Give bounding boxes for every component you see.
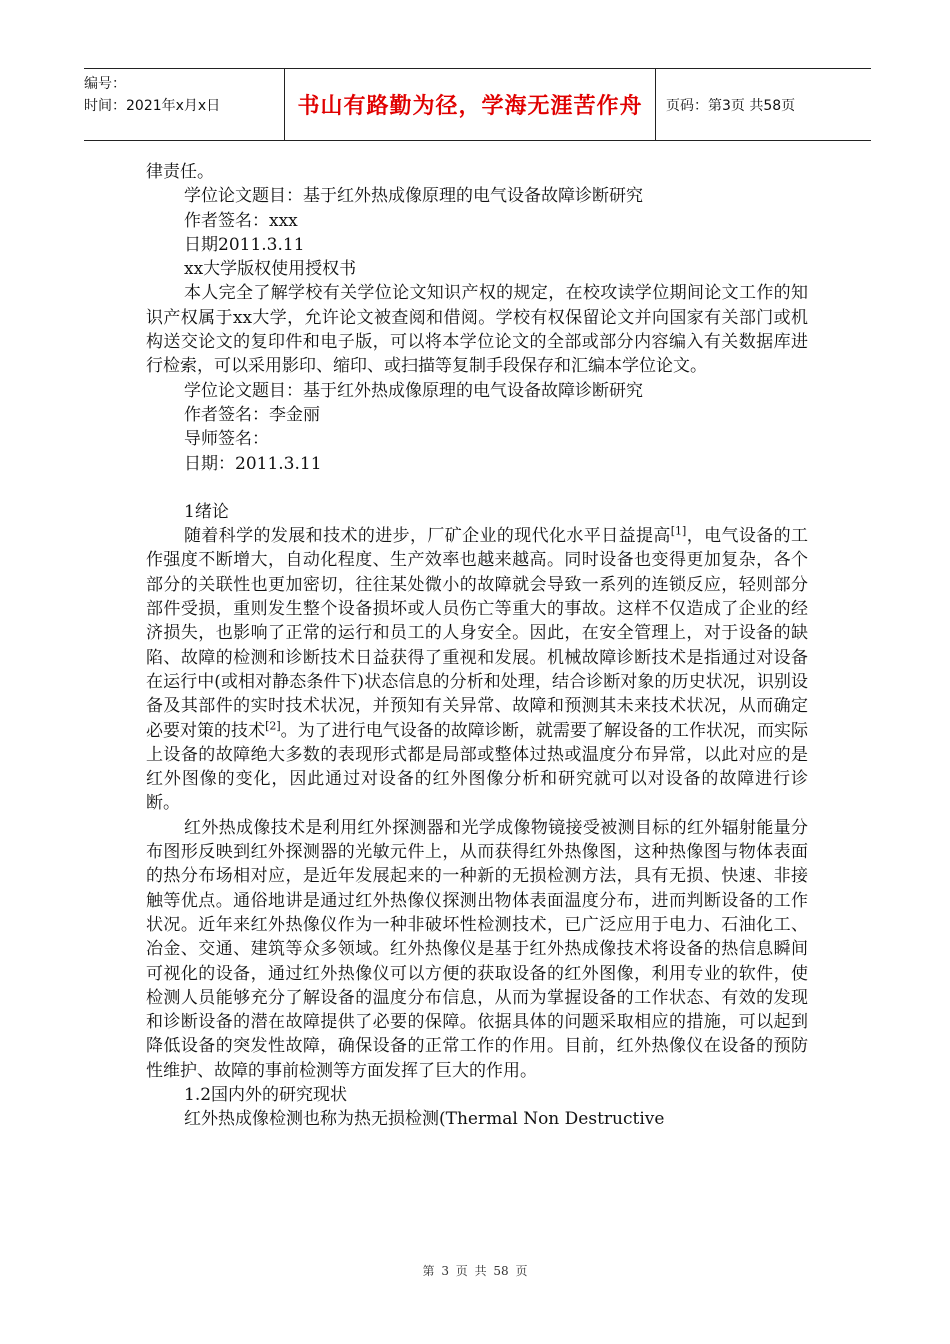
document-number-label: 编号： <box>84 76 126 92</box>
header-page-number: 页码：第3页 共58页 <box>666 97 796 114</box>
body-paragraph <box>146 524 808 816</box>
section-heading: 1绪论 <box>184 501 229 522</box>
citation-ref: [1] <box>670 524 687 538</box>
authorization-title: xx大学版权使用授权书 <box>184 259 357 280</box>
body-paragraph: 红外热成像技术是利用红外探测器和光学成像物镜接受被测目标的红外辐射能量分布图形反映到红外探测器的光敏元件上，从而获得红外热像图，这种热像图与物体表面的热分布场相对应，是近年发展起来的一种新的无损检测方法，具有无损、快速、非接触等优点。通俗地讲是通过红外热像仪探测出物体表面温度分布，进而判断设备的工作状况。近年来红外热像仪作为一种非破坏性检测技术，已广泛应用于电力、石油化工、冶金、交通、建筑等众多领域。红外热像仪是基于红外热成像技术将设备的热信息瞬间可视化的设备，通过红外热像仪可以方便的获取设备的红外图像，利用专业的软件，使检测人员能够充分了解设备的温度分布信息，从而为掌握设备的工作状态、有效的发现和诊断设备的潜在故障提供了必要的保障。依据具体的问题采取相应的措施，可以起到降低设备的突发性故障，确保设备的正常工作的作用。目前，红外热像仪在设备的预防性维护、故障的事前检测等方面发挥了巨大的作用。 <box>146 817 808 1081</box>
paragraph: 律责任。 <box>146 162 214 182</box>
authorization-paragraph: 本人完全了解学校有关学位论文知识产权的规定，在校攻读学位期间论文工作的知识产权属于xx大学，允许论文被查阅和借阅。学校有权保留论文并向国家有关部门或机构送交论文的复印件和电子版，可以将本学位论文的全部或部分内容编入有关数据库进行检索，可以采用影印、缩印、或扫描等复制手段保存和汇编本学位论文。 <box>146 283 808 377</box>
paragraph-text: ，电气设备的工作强度不断增大，自动化程度、生产效率也越来越高。同时设备也变得更加复杂，各个部分的关联性也更加密切，往往某处微小的故障就会导致一系列的连锁反应，轻则部分部件受损，重则发生整个设备损坏或人员伤亡等重大的事故。这样不仅造成了企业的经济损失，也影响了正常的运行和员工的人身安全。因此，在安全管理上，对于设备的缺陷、故障的检测和诊断技术日益获得了重视和发展。机械故障诊断技术是指通过对设备在运行中(或相对静态条件下)状态信息的分析和处理，结合诊断对象的历史状况，识别设备及其部件的实时技术状况，并预知有关异常、故障和预测其未来技术状况，从而确定必要对策的技术 <box>146 526 809 741</box>
author-signature-line: 作者签名：xxx <box>184 210 298 231</box>
citation-ref: [2] <box>265 718 281 732</box>
document-body <box>146 160 808 1132</box>
author-signature-line: 作者签名：李金丽 <box>184 404 320 425</box>
thesis-title-line: 学位论文题目：基于红外热成像原理的电气设备故障诊断研究 <box>184 186 643 207</box>
header-motto: 书山有路勤为径，学海无涯苦作舟 <box>284 69 656 140</box>
page-footer: 第 3 页 共 58 页 <box>422 1264 528 1278</box>
paragraph-text: 。为了进行电气设备的故障诊断，就需要了解设备的工作状况，而实际上设备的故障绝大多数的表现形式都是局部或整体过热或温度分布异常，以此对应的是红外图像的变化，因此通过对设备的红外图像分析和研究就可以对设备的故障进行诊断。 <box>146 720 809 814</box>
thesis-title-line: 学位论文题目：基于红外热成像原理的电气设备故障诊断研究 <box>184 380 643 401</box>
page-header <box>84 68 871 141</box>
advisor-signature-line: 导师签名： <box>184 429 269 450</box>
subsection-heading: 1.2国内外的研究现状 <box>184 1084 348 1105</box>
document-time-label: 时间：2021年x月x日 <box>84 98 221 114</box>
date-line: 日期2011.3.11 <box>184 234 305 255</box>
header-meta <box>84 69 284 140</box>
spacer <box>146 476 808 500</box>
paragraph-text: 随着科学的发展和技术的进步，厂矿企业的现代化水平日益提高 <box>184 526 671 547</box>
body-paragraph: 红外热成像检测也称为热无损检测(Thermal Non Destructive <box>184 1109 665 1130</box>
date-line: 日期：2011.3.11 <box>184 453 322 474</box>
